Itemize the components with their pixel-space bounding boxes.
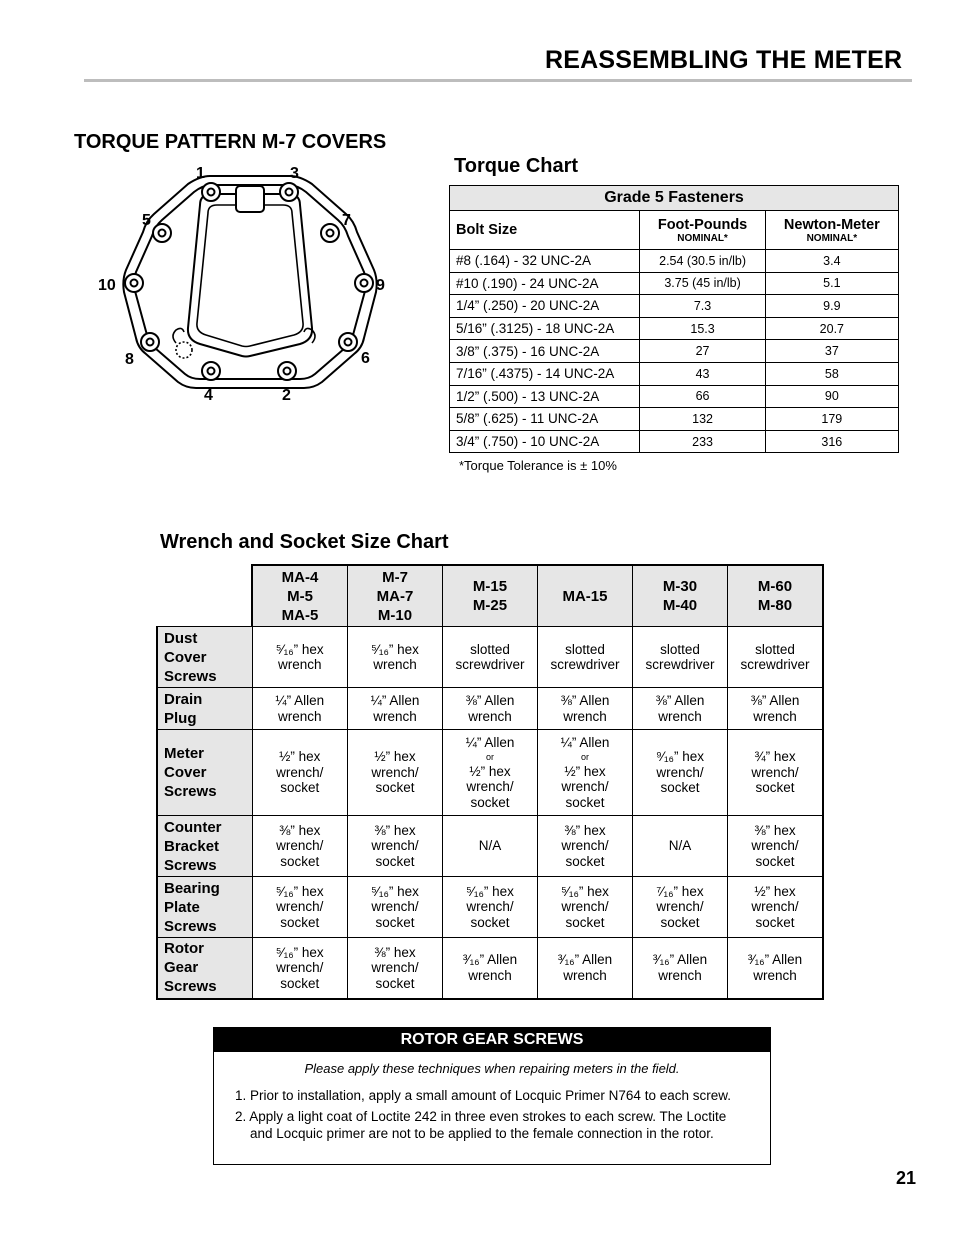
newton-meter-cell: 37: [765, 340, 898, 363]
newton-meter-cell: 90: [765, 385, 898, 408]
cell-line: ⁵⁄₁₆” hex: [371, 883, 419, 899]
cell-line: socket: [755, 853, 795, 869]
cell-line: N/A: [478, 838, 502, 854]
cell-line: socket: [375, 780, 415, 796]
cell-line: wrench/: [561, 779, 609, 794]
cell-line: wrench/: [656, 764, 704, 780]
label-line: Dust: [164, 629, 198, 647]
bolt-label: 3: [290, 165, 299, 182]
table-row: [450, 408, 899, 431]
header-line: M-40: [662, 597, 698, 614]
cell-line: wrench: [753, 967, 797, 983]
tool-cell: [348, 688, 443, 730]
cell-line: ⅜” Allen: [655, 693, 705, 708]
cell-line: wrench/: [561, 838, 609, 854]
label-line: Screws: [164, 856, 217, 874]
cell-line: wrench/: [466, 899, 514, 915]
drain-plug: [176, 342, 192, 358]
bolt-label: 6: [361, 350, 370, 367]
label-line: Drain: [164, 690, 203, 708]
table-row: [157, 730, 823, 816]
tool-cell: [728, 627, 824, 688]
cell-line: socket: [660, 780, 700, 796]
tool-cell: [728, 688, 824, 730]
rotor-gear-title: ROTOR GEAR SCREWS: [214, 1028, 770, 1052]
page-title: REASSEMBLING THE METER: [545, 46, 903, 74]
model-column-header: [633, 565, 728, 627]
cell-line: socket: [375, 853, 415, 869]
cell-line: ³⁄₁₆” Allen: [747, 952, 803, 968]
label-line: Screws: [164, 783, 217, 800]
cell-line: ¼” Allen: [560, 735, 610, 750]
rotor-gear-steps: [214, 1087, 770, 1142]
row-label: [157, 627, 252, 688]
header-line: MA-15: [562, 587, 608, 605]
newton-meter-cell: 58: [765, 362, 898, 385]
cell-line: socket: [755, 914, 795, 930]
bolt-label: 4: [204, 387, 213, 404]
tool-cell: [443, 730, 538, 816]
bolt-label: 2: [282, 387, 291, 404]
tool-cell: [633, 627, 728, 688]
cell-line: socket: [755, 780, 795, 796]
cell-line: wrench/: [751, 899, 799, 915]
cell-line: N/A: [668, 838, 692, 854]
cell-line: wrench/: [751, 838, 799, 854]
cell-line: wrench/: [371, 960, 419, 975]
cell-line: socket: [565, 853, 605, 869]
title-rule: [84, 79, 912, 82]
cell-line: wrench/: [276, 764, 324, 780]
cell-line: wrench: [468, 708, 512, 724]
row-label: [157, 688, 252, 730]
label-line: Screws: [164, 667, 217, 685]
newton-meter-cell: 20.7: [765, 317, 898, 340]
model-column-header: [348, 565, 443, 627]
foot-pounds-cell: 2.54 (30.5 in/lb): [640, 250, 765, 273]
header-line: M-25: [472, 597, 508, 614]
cell-line: ⁵⁄₁₆” hex: [275, 944, 324, 960]
table-row: [450, 317, 899, 340]
tool-cell: [538, 688, 633, 730]
torque-chart-heading: Torque Chart: [454, 155, 579, 177]
foot-pounds-cell: 3.75 (45 in/lb): [640, 272, 765, 295]
cell-line: ⅜” hex: [279, 822, 321, 838]
cell-line: socket: [565, 914, 605, 930]
tool-cell: [348, 877, 443, 938]
foot-pounds-cell: 27: [640, 340, 765, 363]
label-line: Counter: [164, 818, 222, 836]
cell-line: wrench/: [276, 838, 324, 854]
cover-raised-panel-inner: [197, 205, 303, 347]
newton-meter-cell: 5.1: [765, 272, 898, 295]
cell-line: wrench: [563, 708, 607, 724]
cell-line: ⁹⁄₁₆” hex: [655, 749, 705, 765]
table-row: [450, 295, 899, 318]
header-line: M-60: [757, 578, 793, 595]
tool-cell: [633, 730, 728, 816]
cell-line: ⅜” Allen: [560, 693, 610, 708]
label-line: Cover: [164, 648, 207, 666]
table-row: [450, 340, 899, 363]
cell-line: wrench: [753, 708, 797, 724]
cell-line: socket: [375, 975, 415, 991]
bolt-size-cell: 1/2” (.500) - 13 UNC-2A: [450, 385, 640, 408]
header-line: M-80: [757, 597, 793, 614]
cell-line: socket: [280, 853, 320, 869]
cell-line: ⁵⁄₁₆” hex: [371, 641, 419, 657]
tool-cell: [252, 877, 348, 938]
row-label: [157, 877, 252, 938]
label-line: Plate: [164, 898, 200, 916]
newton-meter-cell: 179: [765, 408, 898, 431]
tool-cell: [633, 816, 728, 877]
cell-line: socket: [660, 914, 700, 930]
cell-line: socket: [565, 794, 605, 810]
label-line: Cover: [164, 764, 207, 781]
tool-cell: [538, 816, 633, 877]
torque-pattern-heading: TORQUE PATTERN M-7 COVERS: [74, 131, 387, 153]
cell-line: ⅜” Allen: [750, 693, 800, 708]
tool-cell: [728, 938, 824, 999]
header-line: M-5: [287, 587, 313, 605]
bolt-size-cell: 5/16” (.3125) - 18 UNC-2A: [450, 317, 640, 340]
tool-cell: [633, 938, 728, 999]
cell-line: wrench: [658, 708, 702, 724]
column-header: Bolt Size: [450, 211, 640, 250]
label-line: Plug: [164, 709, 197, 727]
cell-line: ¼” Allen: [370, 693, 420, 708]
cell-line: ⁵⁄₁₆” hex: [466, 883, 514, 899]
tool-cell: [348, 938, 443, 999]
label-line: Screws: [164, 978, 217, 996]
cell-line: wrench/: [371, 899, 419, 915]
wrench-chart-heading: Wrench and Socket Size Chart: [160, 531, 449, 553]
model-column-header: [252, 565, 348, 627]
cell-line: socket: [375, 914, 415, 930]
foot-pounds-cell: 66: [640, 385, 765, 408]
bolt-label: 8: [125, 351, 134, 368]
cell-line: ³⁄₁₆” Allen: [462, 952, 518, 968]
cell-line: ½” hex: [564, 763, 606, 779]
label-line: Bearing: [164, 879, 220, 897]
table-row: [450, 362, 899, 385]
cell-line: ¼” Allen: [275, 693, 325, 708]
tool-cell: [728, 730, 824, 816]
cell-line: screwdriver: [455, 657, 525, 672]
cell-line: wrench/: [371, 838, 419, 854]
cell-line: wrench/: [656, 899, 704, 915]
or-label: or: [580, 751, 589, 762]
column-header: Newton-Meter NOMINAL*: [765, 211, 898, 250]
table-corner: [157, 565, 252, 627]
tool-cell: [252, 688, 348, 730]
label-line: Meter: [164, 745, 205, 762]
header-line: M-30: [662, 578, 698, 595]
newton-meter-cell: 3.4: [765, 250, 898, 273]
tool-cell: [348, 730, 443, 816]
label-line: Screws: [164, 917, 217, 935]
table-row: [157, 688, 823, 730]
cell-line: ¼” Allen: [465, 735, 515, 750]
page-number: 21: [896, 1168, 917, 1188]
tool-cell: [633, 688, 728, 730]
cell-line: slotted: [660, 641, 700, 657]
cell-line: wrench: [468, 967, 512, 983]
tool-cell: [252, 627, 348, 688]
table-row: [157, 877, 823, 938]
bolt-label: 9: [376, 277, 385, 294]
table-row: [450, 430, 899, 453]
label-line: Rotor: [164, 940, 204, 958]
bolt-size-cell: 7/16” (.4375) - 14 UNC-2A: [450, 362, 640, 385]
cover-raised-panel: [188, 194, 312, 357]
cell-line: ³⁄₁₆” Allen: [652, 952, 708, 968]
model-column-header: [443, 565, 538, 627]
cell-line: wrench/: [371, 764, 419, 780]
row-label: [157, 730, 252, 816]
tool-cell: [348, 816, 443, 877]
header-line: MA-4: [281, 568, 319, 586]
cell-line: ⅜” hex: [754, 822, 796, 838]
foot-pounds-cell: 233: [640, 430, 765, 453]
wrench-socket-table: [156, 564, 824, 1000]
foot-pounds-cell: 7.3: [640, 295, 765, 318]
newton-meter-cell: 316: [765, 430, 898, 453]
model-column-header: [728, 565, 824, 627]
cell-line: wrench: [277, 657, 322, 672]
cell-line: ¾” hex: [754, 749, 796, 765]
cell-line: socket: [280, 914, 320, 930]
model-column-header: [538, 565, 633, 627]
torque-chart-table: [449, 185, 899, 453]
foot-pounds-cell: 43: [640, 362, 765, 385]
or-label: or: [485, 751, 494, 762]
tool-cell: [443, 688, 538, 730]
cell-line: ½” hex: [374, 749, 416, 765]
cell-line: ⁷⁄₁₆” hex: [656, 883, 704, 899]
tool-cell: [348, 627, 443, 688]
cell-line: wrench: [658, 967, 702, 983]
tool-cell: [538, 938, 633, 999]
tool-cell: [633, 877, 728, 938]
tool-cell: [728, 877, 824, 938]
list-item: 2. Apply a light coat of Loctite 242 in three even strokes to each screw. The Loctite and Locquic primer are not to be applied to the female connection in the rotor.: [235, 1109, 727, 1141]
cell-line: wrench/: [751, 764, 799, 780]
cell-line: ⅜” hex: [374, 944, 416, 960]
cell-line: socket: [280, 975, 320, 991]
bolt-size-cell: 3/4” (.750) - 10 UNC-2A: [450, 430, 640, 453]
bolt-size-cell: 5/8” (.625) - 11 UNC-2A: [450, 408, 640, 431]
tool-cell: [443, 938, 538, 999]
tool-cell: [538, 877, 633, 938]
cell-line: wrench: [373, 657, 417, 672]
bolt-label: 7: [342, 212, 351, 229]
cell-line: screwdriver: [645, 657, 715, 672]
cell-line: ⅜” Allen: [465, 693, 515, 708]
header-line: MA-7: [376, 587, 414, 605]
cell-line: ½” hex: [469, 763, 511, 779]
column-header: Foot-Pounds NOMINAL*: [640, 211, 765, 250]
cell-line: ⁵⁄₁₆” hex: [275, 883, 324, 899]
cell-line: slotted: [470, 641, 510, 657]
torque-tolerance-note: *Torque Tolerance is ± 10%: [459, 458, 617, 473]
cell-line: socket: [280, 780, 320, 796]
table-row: [157, 938, 823, 999]
rotor-gear-intro: Please apply these techniques when repairing meters in the field.: [304, 1061, 680, 1076]
tool-cell: [443, 816, 538, 877]
cell-line: ½” hex: [279, 749, 321, 765]
cell-line: wrench: [563, 967, 607, 983]
cell-line: wrench/: [276, 960, 324, 975]
cell-line: slotted: [755, 641, 795, 657]
cell-line: slotted: [565, 641, 605, 657]
tool-cell: [252, 730, 348, 816]
cover-inner-outline: [134, 185, 366, 379]
cell-line: wrench/: [466, 779, 514, 794]
tool-cell: [538, 730, 633, 816]
cell-line: screwdriver: [740, 657, 810, 672]
bolt-label: 1: [196, 165, 205, 182]
label-line: Bracket: [164, 837, 220, 855]
tool-cell: [538, 627, 633, 688]
bolt-label: 5: [142, 212, 151, 229]
foot-pounds-cell: 15.3: [640, 317, 765, 340]
cell-line: wrench: [373, 708, 417, 724]
header-line: MA-5: [281, 606, 319, 624]
tool-cell: [443, 877, 538, 938]
header-line: M-10: [377, 606, 413, 624]
row-label: [157, 816, 252, 877]
bolt-size-cell: 1/4” (.250) - 20 UNC-2A: [450, 295, 640, 318]
tool-cell: [443, 627, 538, 688]
tool-cell: [728, 816, 824, 877]
bolt-size-cell: #8 (.164) - 32 UNC-2A: [450, 250, 640, 273]
foot-pounds-cell: 132: [640, 408, 765, 431]
table-row: [450, 385, 899, 408]
tool-cell: [252, 938, 348, 999]
bolt-label: 10: [98, 277, 116, 294]
label-line: Gear: [164, 959, 199, 977]
tool-cell: [252, 816, 348, 877]
cell-line: ⁵⁄₁₆” hex: [275, 641, 324, 657]
cell-line: ½” hex: [754, 883, 796, 899]
rotor-gear-screws-box: [213, 1027, 771, 1165]
bolt-size-cell: #10 (.190) - 24 UNC-2A: [450, 272, 640, 295]
cell-line: ⅜” hex: [374, 822, 416, 838]
table-row: [157, 627, 823, 688]
bolt-size-cell: 3/8” (.375) - 16 UNC-2A: [450, 340, 640, 363]
cell-line: wrench/: [561, 899, 609, 915]
cell-line: ⅜” hex: [564, 822, 606, 838]
cell-line: wrench: [277, 708, 322, 724]
cell-line: wrench/: [276, 899, 324, 915]
cell-line: socket: [470, 794, 510, 810]
newton-meter-cell: 9.9: [765, 295, 898, 318]
header-line: M-7: [382, 568, 408, 586]
tab-recess: [236, 186, 264, 212]
cell-line: screwdriver: [550, 657, 620, 672]
cover-bolt-pattern-diagram: [100, 160, 400, 405]
cell-line: ⁵⁄₁₆” hex: [561, 883, 609, 899]
list-item: 1. Prior to installation, apply a small amount of Locquic Primer N764 to each screw.: [235, 1088, 731, 1103]
table-row: [157, 816, 823, 877]
cell-line: socket: [470, 914, 510, 930]
grade-header: Grade 5 Fasteners: [450, 186, 899, 211]
header-line: M-15: [472, 578, 508, 595]
cell-line: ³⁄₁₆” Allen: [557, 952, 613, 968]
table-row: [450, 250, 899, 273]
table-row: [450, 272, 899, 295]
row-label: [157, 938, 252, 999]
